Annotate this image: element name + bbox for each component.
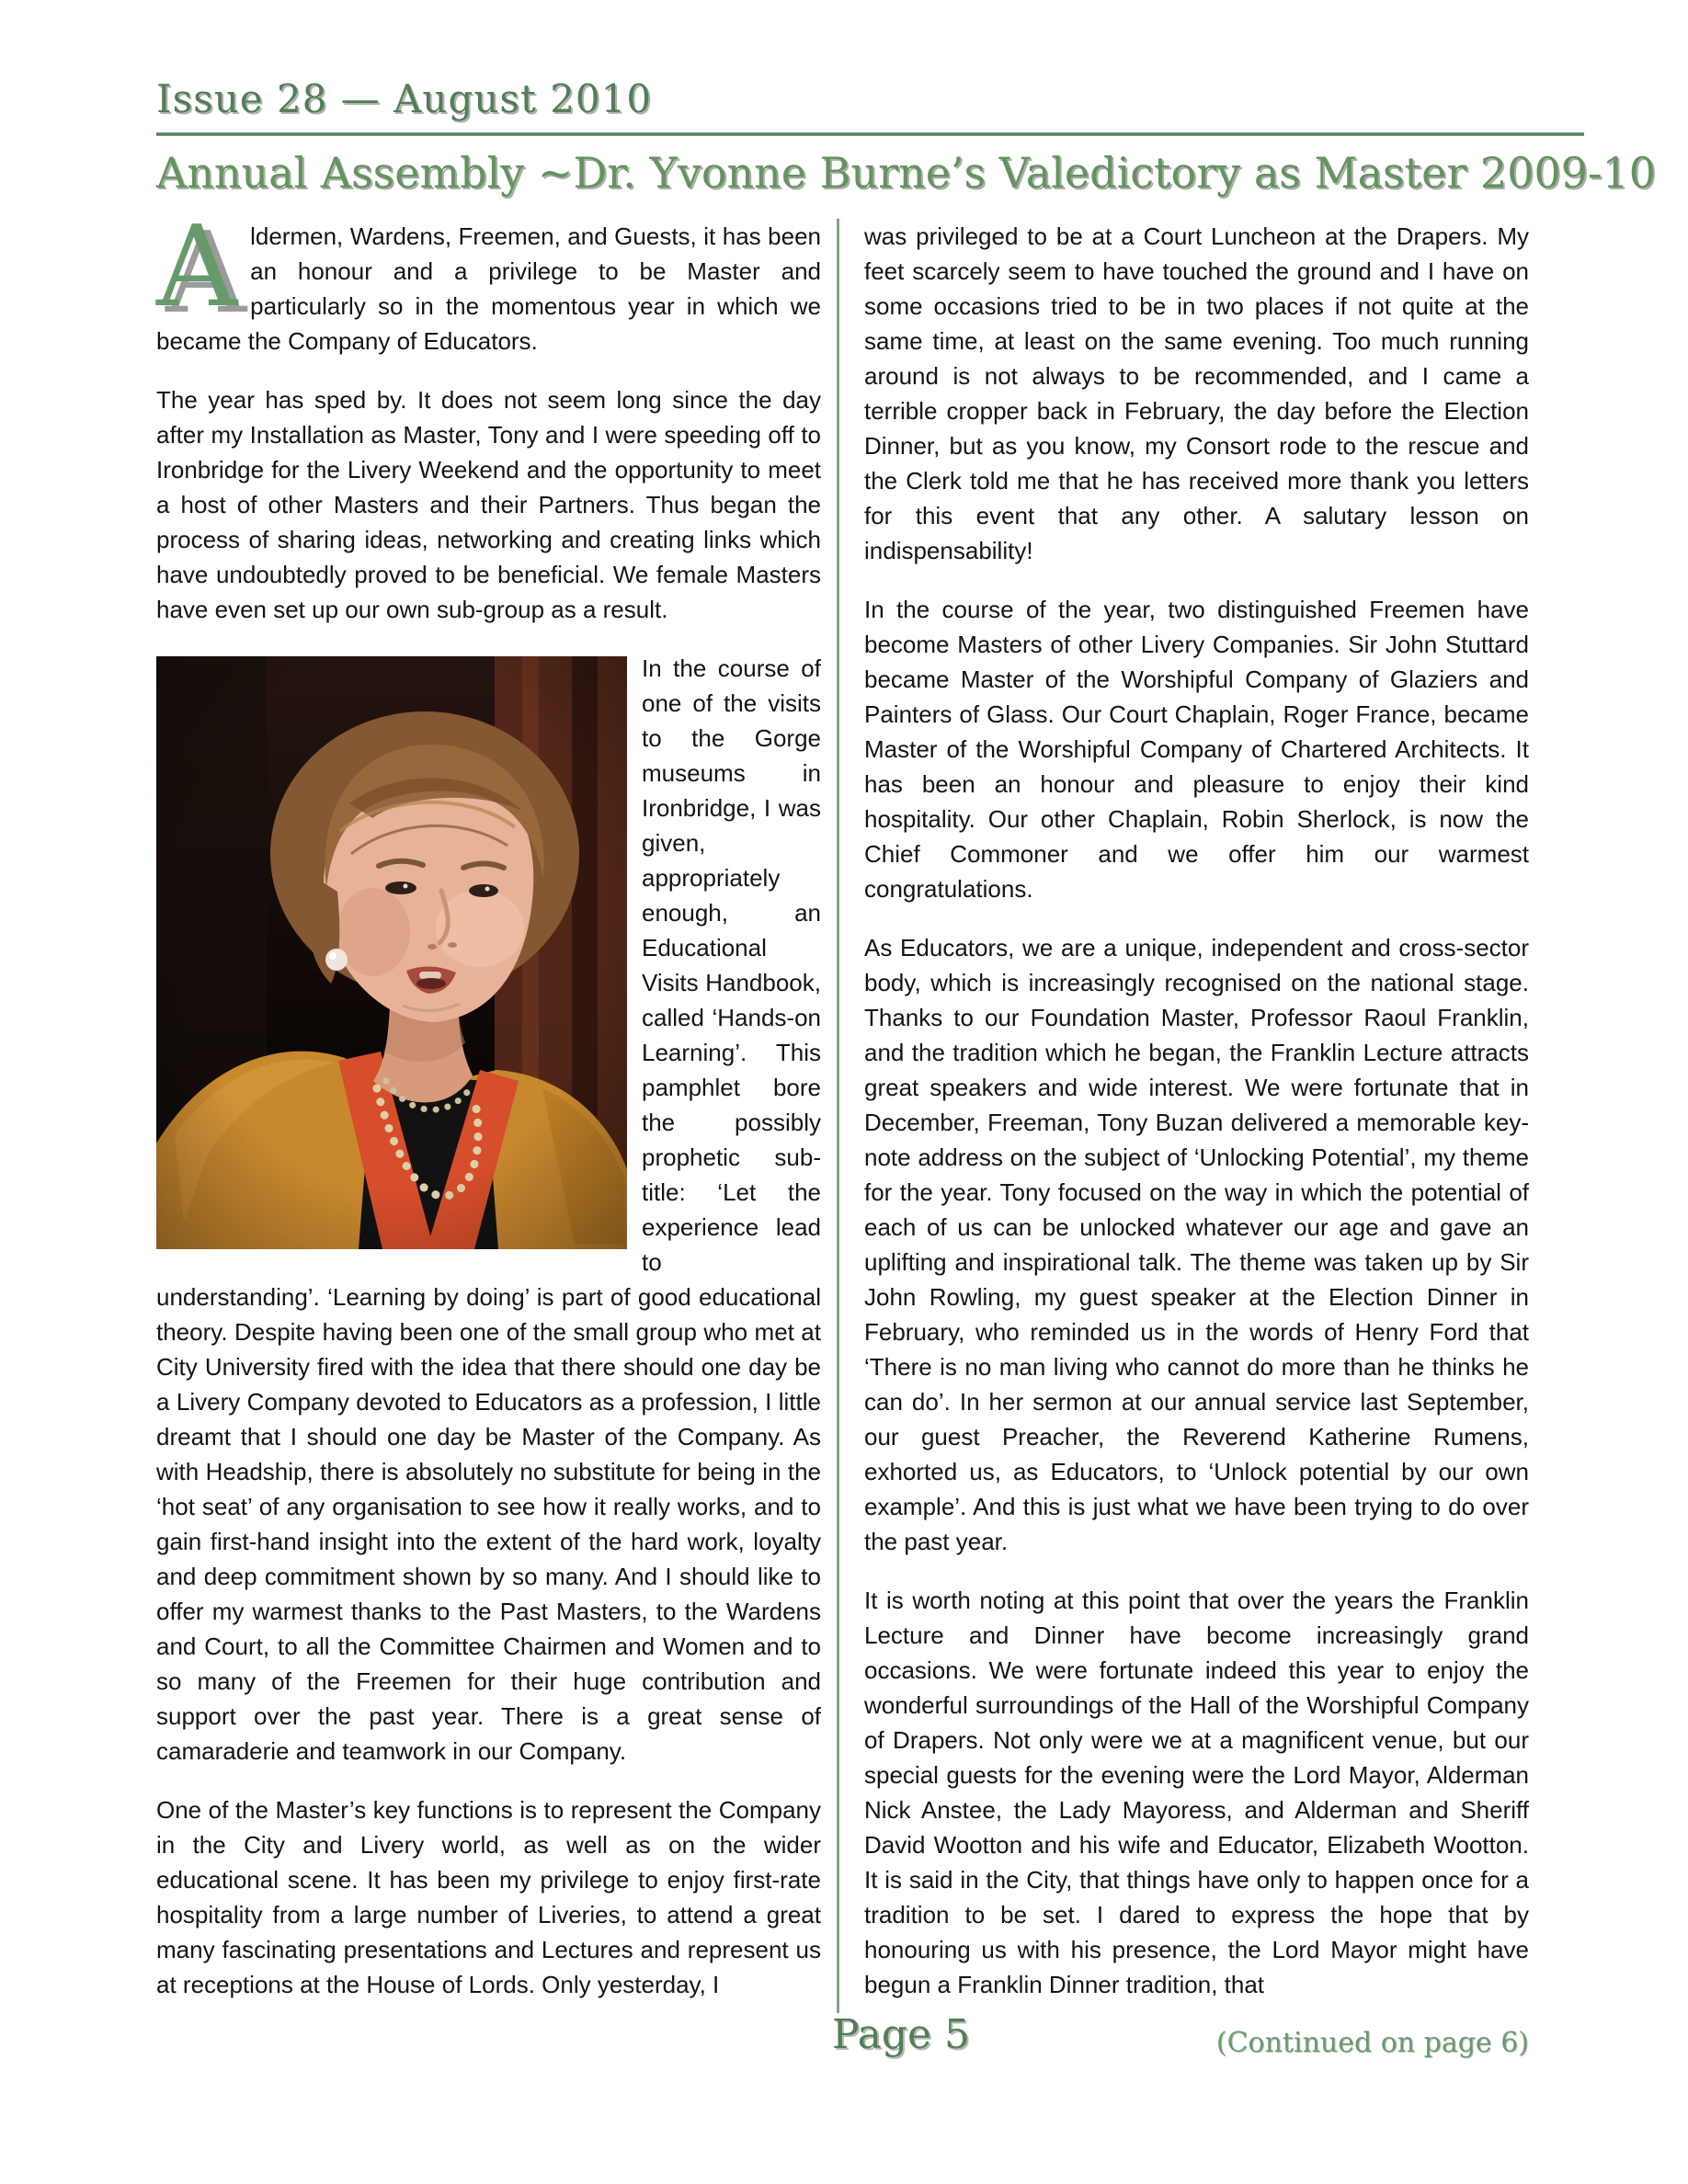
header-rule (156, 132, 1584, 136)
page-number: Page 5 (832, 2011, 971, 2058)
paragraph-text: In the course of one of the visits to the Gorge museums in Ironbridge, I was given, appropriately enough, an Educational Visits Handbook, called ‘Hands-on Learning’. This pamphlet bore the possibly prophetic sub-title: ‘Let the experience lead to understanding’. ‘Learning by doing’ is part of good educational theory. Despite having been one of the small group who met at City University fired with the idea that there should one day be a Livery Company devoted to Educators as a profession, I little dreamt that I should one day be Master of the Company. As with Headship, there is absolutely no substitute for being in the ‘hot seat’ of any organisation to see how it really works, and to gain first-hand insight into the extent of the hard work, loyalty and deep commitment shown by so many. And I should like to offer my warmest thanks to the Past Masters, to the Wardens and Court, to all the Committee Chairmen and Women and to so many of the Freemen for their huge contribution and support over the past year. There is a great sense of camaraderie and teamwork in our Company. (156, 654, 821, 1765)
portrait-photo (156, 656, 627, 1249)
portrait-photo-svg (156, 656, 627, 1249)
paragraph-text: ldermen, Wardens, Freemen, and Guests, it has been an honour and a privilege to be Master and particularly so in the momentous year in which we became the Company of Educators. (156, 222, 821, 355)
paragraph: was privileged to be at a Court Luncheon at the Drapers. My feet scarcely seem to have touched the ground and I have on some occasions tried to be in two places if not quite at the same time, at least on the same evening. Too much running around is not always to be recommended, and I came a terrible cropper back in February, the day before the Election Dinner, but as you know, my Consort rode to the rescue and the Clerk told me that he has received more thank you letters for this event that any other. A salutary lesson on indispensability! (864, 222, 1529, 564)
paragraph: One of the Master’s key functions is to represent the Company in the City and Livery world, as well as on the wider educational scene. It has been my privilege to enjoy first-rate hospitality from a large number of Liveries, to attend a great many fascinating presentations and Lectures and represent us at receptions at the House of Lords. Only yesterday, I (156, 1795, 821, 1998)
article-body (156, 200, 1584, 2061)
issue-header: Issue 28 — August 2010 (156, 76, 653, 121)
paragraph-with-photo (156, 651, 821, 1769)
article-title: Annual Assembly ~Dr. Yvonne Burne’s Valedictory as Master 2009-10 (156, 148, 1657, 199)
continued-note: (Continued on page 6) (1215, 2026, 1529, 2059)
paragraph: The year has sped by. It does not seem long since the day after my Installation as Master, Tony and I were speeding off to Ironbridge for the Livery Weekend and the opportunity to meet a host of other Masters and their Partners. Thus began the process of sharing ideas, networking and creating links which have undoubtedly proved to be beneficial. We female Masters have even set up our own sub-group as a result. (156, 385, 821, 623)
paragraph: In the course of the year, two distinguished Freemen have become Masters of other Livery Companies. Sir John Stuttard became Master of the Worshipful Company of Glaziers and Painters of Glass. Our Court Chaplain, Roger France, became Master of the Worshipful Company of Chartered Architects. It has been an honour and pleasure to enjoy their kind hospitality. Our other Chaplain, Robin Sherlock, is now the Chief Commoner and we offer him our warmest congratulations. (864, 595, 1529, 903)
paragraph-opening (156, 200, 821, 358)
left-column (156, 200, 821, 2002)
drop-cap: A (156, 200, 238, 332)
paragraph: It is worth noting at this point that over the years the Franklin Lecture and Dinner have become increasingly grand occasions. We were fortunate indeed this year to enjoy the wonderful surroundings of the Hall of the Worshipful Company of Drapers. Not only were we at a magnificent venue, but our special guests for the evening were the Lord Mayor, Alderman Nick Anstee, the Lady Mayoress, and Alderman and Sheriff David Wootton and his wife and Educator, Elizabeth Wootton. It is said in the City, that things have only to happen once for a tradition to be set. I dared to express the hope that by honouring us with his presence, the Lord Mayor might have begun a Franklin Dinner tradition, that (864, 1586, 1529, 1998)
right-column (864, 219, 1529, 2061)
column-divider (837, 219, 839, 2013)
paragraph: As Educators, we are a unique, independent and cross-sector body, which is increasingly recognised on the national stage. Thanks to our Foundation Master, Professor Raoul Franklin, and the tradition which he began, the Franklin Lecture attracts great speakers and wide interest. We were fortunate that in December, Freeman, Tony Buzan delivered a memorable key-note address on the subject of ‘Unlocking Potential’, my theme for the year. Tony focused on the way in which the potential of each of us can be unlocked whatever our age and gave an uplifting and inspirational talk. The theme was taken up by Sir John Rowling, my guest speaker at the Election Dinner in February, who reminded us in the words of Henry Ford that ‘There is no man living who cannot do more than he thinks he can do’. In her sermon at our annual service last September, our guest Preacher, the Reverend Katherine Rumens, exhorted us, as Educators, to ‘Unlock potential by our own example’. And this is just what we have been trying to do over the past year. (864, 933, 1529, 1555)
